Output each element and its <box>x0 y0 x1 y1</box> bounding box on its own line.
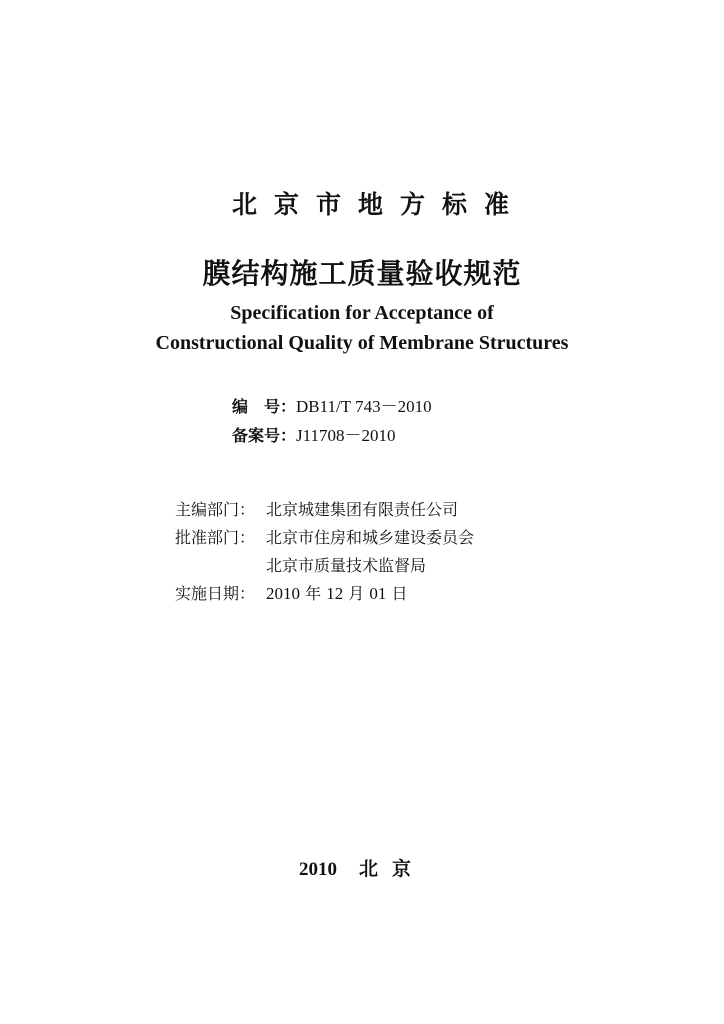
title-english-line-1: Specification for Acceptance of <box>230 302 494 324</box>
date-month-unit: 月 <box>348 584 365 603</box>
record-number-colon: ： <box>280 426 297 445</box>
date-year: 2010 <box>266 584 300 603</box>
approver-row-2 <box>175 552 474 580</box>
organizations-block <box>175 496 474 608</box>
approver-label: 批准部门： <box>175 528 256 547</box>
standard-number-value: DB11/T 743－2010 <box>296 397 432 416</box>
standard-number-label: 编 号 <box>232 397 281 416</box>
date-label: 实施日期： <box>175 584 256 603</box>
date-row <box>175 580 474 608</box>
approver-value-1: 北京市住房和城乡建设委员会 <box>266 528 475 547</box>
record-number-label: 备案号 <box>232 426 281 445</box>
editor-row <box>175 496 474 524</box>
standard-number-colon: ： <box>280 397 297 416</box>
footer-imprint <box>0 855 724 884</box>
footer-city: 北京 <box>358 858 425 880</box>
title-english-line-2: Constructional Quality of Membrane Structures <box>155 332 569 354</box>
record-number-value: J11708－2010 <box>296 426 396 445</box>
standard-codes <box>232 392 432 450</box>
title-chinese: 膜结构施工质量验收规范 <box>202 257 522 290</box>
record-number-row <box>232 421 432 450</box>
date-year-unit: 年 <box>305 584 322 603</box>
series-title: 北京市地方标准 <box>231 190 526 219</box>
date-day: 01 <box>369 584 387 603</box>
editor-value: 北京城建集团有限责任公司 <box>266 500 459 519</box>
approver-row <box>175 524 474 552</box>
approver-value-2: 北京市质量技术监督局 <box>266 556 427 575</box>
date-month: 12 <box>326 584 344 603</box>
editor-label: 主编部门： <box>175 500 256 519</box>
footer-year: 2010 <box>298 859 337 880</box>
date-day-unit: 日 <box>391 584 408 603</box>
standard-number-row <box>232 392 432 421</box>
